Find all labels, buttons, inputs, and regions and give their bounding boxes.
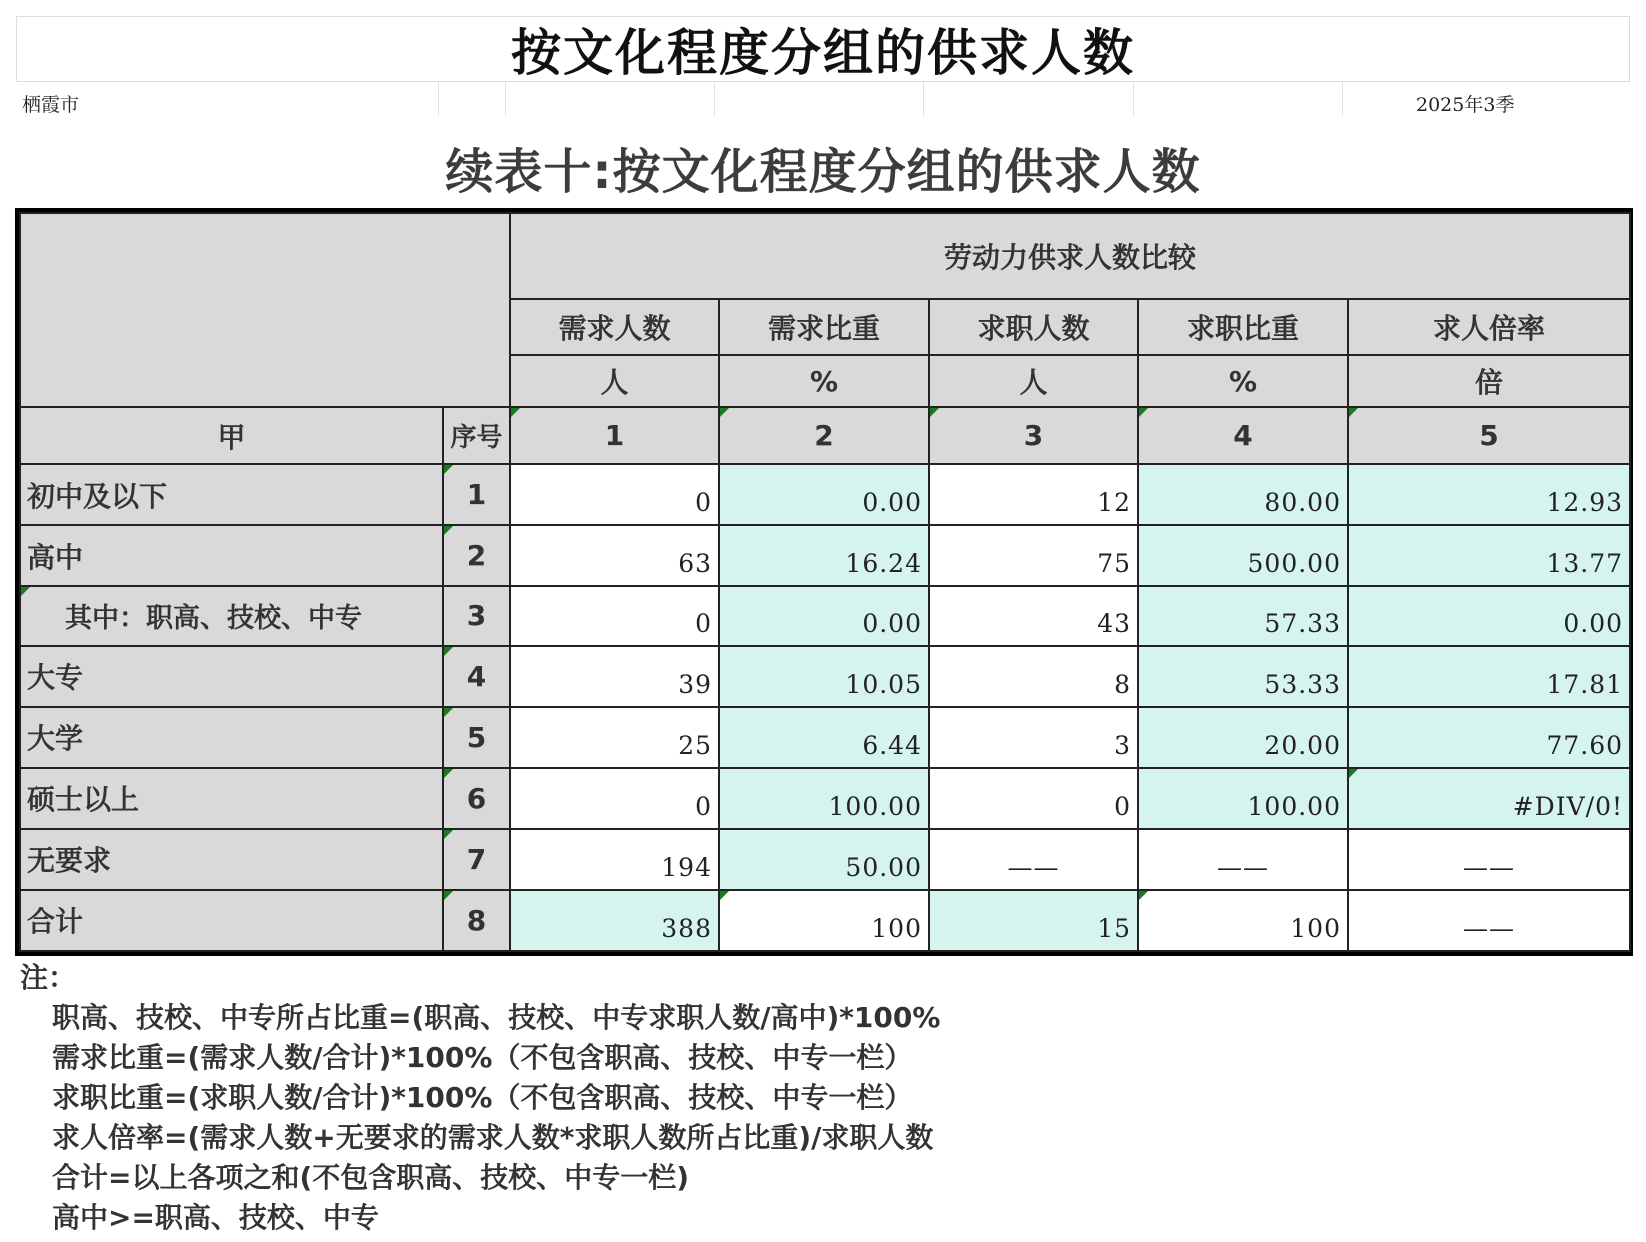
- row-seq[interactable]: 1: [443, 464, 510, 525]
- grid-line: [923, 82, 924, 116]
- seeker-count-cell[interactable]: 3: [929, 707, 1138, 768]
- unit-header: %: [719, 355, 929, 407]
- column-header: 求人倍率: [1348, 299, 1630, 355]
- notes-section: [20, 958, 1120, 1238]
- table-subtitle: 续表十:按文化程度分组的供求人数: [445, 144, 1201, 200]
- column-header: 求职人数: [929, 299, 1138, 355]
- table-row: [20, 464, 1630, 525]
- seeker-share-cell[interactable]: 53.33: [1138, 646, 1348, 707]
- column-code: 1: [510, 407, 719, 464]
- info-row: [16, 82, 1630, 116]
- row-seq[interactable]: 6: [443, 768, 510, 829]
- note-line: 职高、技校、中专所占比重=(职高、技校、中专求职人数/高中)*100%: [52, 1001, 941, 1034]
- note-line: 需求比重=(需求人数/合计)*100%（不包含职高、技校、中专一栏）: [52, 1041, 913, 1074]
- seeker-share-cell[interactable]: 500.00: [1138, 525, 1348, 586]
- group-header: 劳动力供求人数比较: [510, 213, 1630, 299]
- ratio-cell[interactable]: ——: [1348, 890, 1630, 951]
- row-label: 合计: [20, 890, 443, 951]
- seeker-count-cell[interactable]: ——: [929, 829, 1138, 890]
- row-seq[interactable]: 5: [443, 707, 510, 768]
- demand-share-cell[interactable]: 10.05: [719, 646, 929, 707]
- seeker-share-cell[interactable]: 100: [1138, 890, 1348, 951]
- unit-header: 倍: [1348, 355, 1630, 407]
- row-label: 初中及以下: [20, 464, 443, 525]
- seeker-count-cell[interactable]: 75: [929, 525, 1138, 586]
- seeker-share-cell[interactable]: 20.00: [1138, 707, 1348, 768]
- seeker-share-cell[interactable]: 80.00: [1138, 464, 1348, 525]
- demand-count-cell[interactable]: 0: [510, 586, 719, 646]
- demand-share-cell[interactable]: 16.24: [719, 525, 929, 586]
- row-label: 硕士以上: [20, 768, 443, 829]
- seeker-count-cell[interactable]: 43: [929, 586, 1138, 646]
- demand-count-cell[interactable]: 194: [510, 829, 719, 890]
- column-header: 需求比重: [719, 299, 929, 355]
- ratio-cell[interactable]: 12.93: [1348, 464, 1630, 525]
- table-row-total: [20, 890, 1630, 951]
- seeker-share-cell[interactable]: 57.33: [1138, 586, 1348, 646]
- grid-line: [1133, 82, 1134, 116]
- table-row: [20, 525, 1630, 586]
- grid-line: [714, 82, 715, 116]
- demand-share-cell[interactable]: 6.44: [719, 707, 929, 768]
- data-table: [19, 212, 1631, 952]
- seeker-share-cell[interactable]: 100.00: [1138, 768, 1348, 829]
- row-seq[interactable]: 2: [443, 525, 510, 586]
- column-code: 3: [929, 407, 1138, 464]
- seq-header: 序号: [443, 407, 510, 464]
- note-line: 求职比重=(求职人数/合计)*100%（不包含职高、技校、中专一栏）: [52, 1081, 913, 1114]
- ratio-cell[interactable]: 13.77: [1348, 525, 1630, 586]
- title-row: [16, 16, 1630, 82]
- table-row: [20, 646, 1630, 707]
- demand-count-cell[interactable]: 39: [510, 646, 719, 707]
- row-seq[interactable]: 7: [443, 829, 510, 890]
- column-code: 2: [719, 407, 929, 464]
- ratio-cell[interactable]: 0.00: [1348, 586, 1630, 646]
- column-header: 需求人数: [510, 299, 719, 355]
- seeker-share-cell[interactable]: ——: [1138, 829, 1348, 890]
- demand-share-cell[interactable]: 100: [719, 890, 929, 951]
- note-line: 求人倍率=(需求人数+无要求的需求人数*求职人数所占比重)/求职人数: [52, 1121, 934, 1154]
- unit-header: %: [1138, 355, 1348, 407]
- demand-count-cell[interactable]: 388: [510, 890, 719, 951]
- column-code: 5: [1348, 407, 1630, 464]
- demand-share-cell[interactable]: 0.00: [719, 586, 929, 646]
- row-seq[interactable]: 4: [443, 646, 510, 707]
- grid-line: [438, 82, 439, 116]
- unit-header: 人: [510, 355, 719, 407]
- notes-title: 注：: [20, 961, 77, 994]
- grid-line: [505, 82, 506, 116]
- ratio-cell[interactable]: 77.60: [1348, 707, 1630, 768]
- demand-count-cell[interactable]: 25: [510, 707, 719, 768]
- seeker-count-cell[interactable]: 8: [929, 646, 1138, 707]
- column-code: 4: [1138, 407, 1348, 464]
- demand-share-cell[interactable]: 100.00: [719, 768, 929, 829]
- region-label: 栖霞市: [22, 94, 80, 116]
- demand-share-cell[interactable]: 50.00: [719, 829, 929, 890]
- seeker-count-cell[interactable]: 0: [929, 768, 1138, 829]
- table-row: [20, 768, 1630, 829]
- unit-header: 人: [929, 355, 1138, 407]
- note-line: 高中>=职高、技校、中专: [52, 1201, 379, 1234]
- demand-count-cell[interactable]: 0: [510, 464, 719, 525]
- seeker-count-cell[interactable]: 12: [929, 464, 1138, 525]
- corner-header-cell: [20, 213, 510, 407]
- column-header: 求职比重: [1138, 299, 1348, 355]
- demand-share-cell[interactable]: 0.00: [719, 464, 929, 525]
- ratio-cell[interactable]: ——: [1348, 829, 1630, 890]
- seeker-count-cell[interactable]: 15: [929, 890, 1138, 951]
- demand-count-cell[interactable]: 63: [510, 525, 719, 586]
- table-row: [20, 829, 1630, 890]
- table-row: [20, 586, 1630, 646]
- ratio-cell[interactable]: #DIV/0!: [1348, 768, 1630, 829]
- table-row: [20, 707, 1630, 768]
- row-label: 无要求: [20, 829, 443, 890]
- ratio-cell[interactable]: 17.81: [1348, 646, 1630, 707]
- row-label: 高中: [20, 525, 443, 586]
- row-label: 大专: [20, 646, 443, 707]
- demand-count-cell[interactable]: 0: [510, 768, 719, 829]
- row-label: 大学: [20, 707, 443, 768]
- grid-line: [1342, 82, 1343, 116]
- row-label: 其中：职高、技校、中专: [20, 586, 443, 646]
- row-seq[interactable]: 3: [443, 586, 510, 646]
- page-title: 按文化程度分组的供求人数: [511, 23, 1135, 82]
- note-line: 合计=以上各项之和(不包含职高、技校、中专一栏): [52, 1161, 690, 1194]
- row-label-header: 甲: [20, 407, 443, 464]
- row-seq[interactable]: 8: [443, 890, 510, 951]
- data-table-wrapper: [15, 208, 1633, 956]
- period-label: 2025年3季: [1416, 94, 1515, 116]
